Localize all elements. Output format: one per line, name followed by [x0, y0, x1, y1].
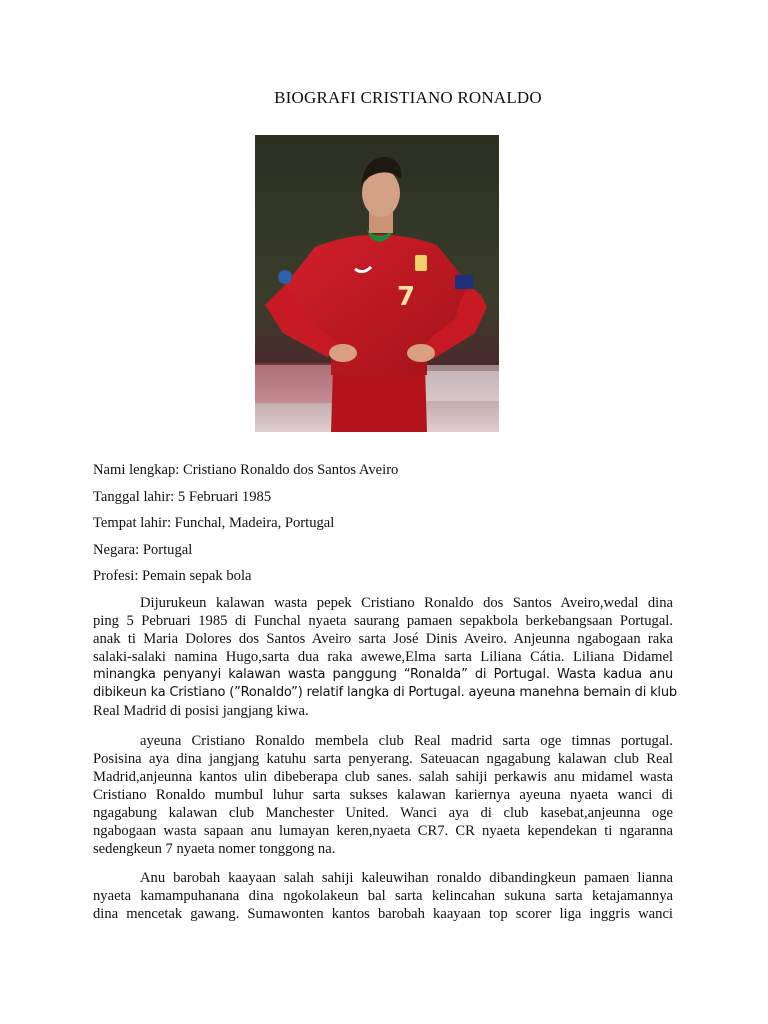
text-line: sedengkeun 7 nyaeta nomer tonggong na.	[93, 841, 336, 857]
text-line: Madrid,anjeunna kantos ulin dibeberapa club sanes. salah sahiji perkawis anu midamel wasta	[93, 769, 673, 785]
fact-full-name: Nami lengkap: Cristiano Ronaldo dos Santos Aveiro	[93, 462, 399, 478]
text-line: salaki-salaki namina Hugo,sarta dua raka awewe,Elma sarta Liliana Cátia. Liliana Didamel	[93, 649, 673, 665]
jersey-number: 7	[397, 282, 416, 312]
text-line: dina mencetak gawang. Sumawonten kantos barobah kaayaan top scorer liga inggris wanci	[93, 906, 673, 922]
text-line: anak ti Maria Dolores dos Santos Aveiro sarta José Dinis Aveiro. Anjeunna ngabogaan raka	[93, 631, 673, 647]
text-line: ngabogaan wasta sapaan anu lumayan keren,nyaeta CR7. CR nyaeta kependekan ti ngaranna	[93, 823, 673, 839]
text-line: Posisina aya dina jangjang katuhu sarta penyerang. Sateuacan ngagabung kalawan club Real	[93, 751, 673, 767]
text-line: Dijurukeun kalawan wasta pepek Cristiano Ronaldo dos Santos Aveiro,wedal dina	[140, 595, 673, 611]
paragraph-3	[93, 869, 673, 923]
text-line: Real Madrid di posisi jangjang kiwa.	[93, 703, 309, 719]
fact-country: Negara: Portugal	[93, 541, 193, 558]
text-line: Cristiano Ronaldo mumbul luhur sarta sukses kalawan kariernya ayeuna nyaeta wanci di	[93, 787, 673, 803]
text-line: ping 5 Pebruari 1985 di Funchal nyaeta saurang pamaen sepakbola berkebangsaan Portugal.	[93, 613, 673, 629]
player-photo	[255, 135, 499, 432]
text-line: nyaeta kamampuhanana dina ngokolakeun bal sarta kelincahan sukuna sarta ketajamannya	[93, 888, 673, 904]
paragraph-2	[93, 732, 673, 858]
text-line: ngagabung kalawan club Manchester United. Wanci aya di club kasebat,anjeunna oge	[93, 805, 673, 821]
fact-profession: Profesi: Pemain sepak bola	[93, 568, 252, 584]
text-line: ayeuna Cristiano Ronaldo membela club Real madrid sarta oge timnas portugal.	[140, 733, 673, 749]
document-title: BIOGRAFI CRISTIANO RONALDO	[274, 88, 542, 107]
paragraph-1	[93, 594, 677, 720]
text-line: Anu barobah kaayaan salah sahiji kaleuwihan ronaldo dibandingkeun pamaen lianna	[140, 870, 673, 886]
text-line: minangka penyanyi kalawan wasta panggung “Ronalda” di Portugal. Wasta kadua anu	[93, 667, 673, 682]
text-line: dibikeun ka Cristiano (”Ronaldo”) relatif langka di Portugal. ayeuna manehna bemain di klub	[93, 685, 677, 700]
fact-birth-date: Tanggal lahir: 5 Februari 1985	[93, 488, 272, 505]
fact-birth-place: Tempat lahir: Funchal, Madeira, Portugal	[93, 515, 335, 531]
facts-list	[93, 462, 693, 595]
